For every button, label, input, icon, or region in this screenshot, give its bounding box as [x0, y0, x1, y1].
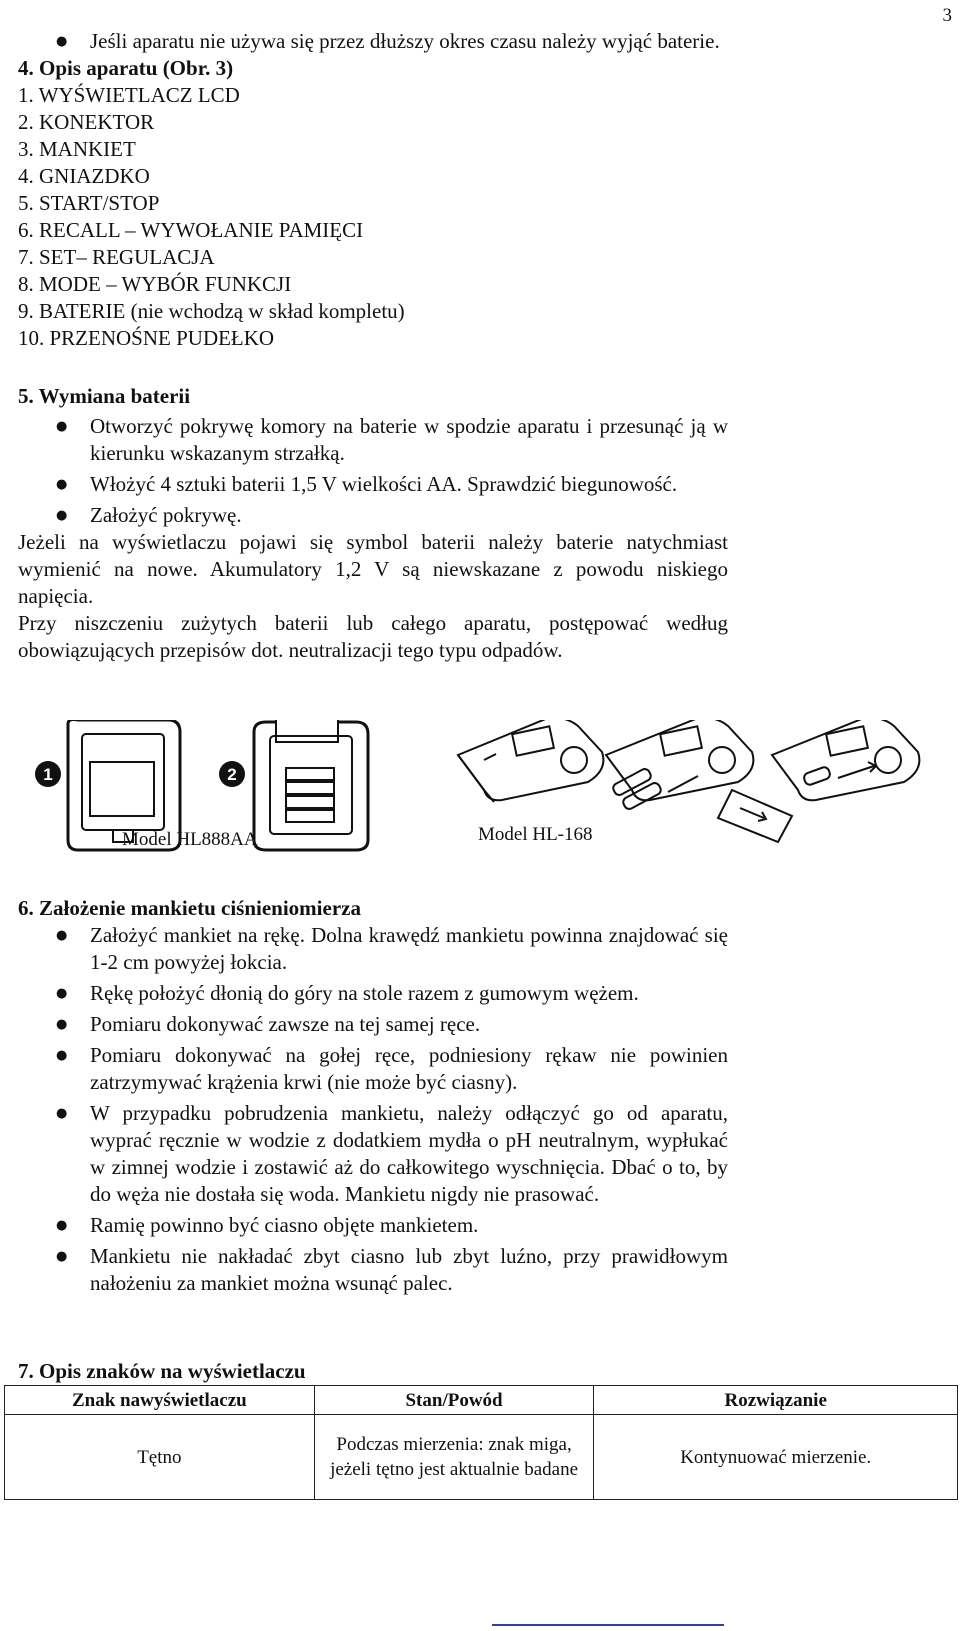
list-item: 2. KONEKTOR — [18, 110, 155, 134]
list-item: ● Mankietu nie nakładać zbyt ciasno lub zbyt luźno, przy prawidłowym nałożeniu za mankiet można wsunąć palec. — [18, 1243, 728, 1297]
section-6-heading: 6. Założenie mankietu ciśnieniomierza — [18, 896, 361, 920]
step-1-badge — [35, 761, 61, 787]
section-4-heading: 4. Opis aparatu (Obr. 3) — [18, 56, 234, 80]
table-cell: Podczas mierzenia: znak miga, jeżeli tętno jest aktualnie badane — [314, 1415, 594, 1500]
step-2-badge — [219, 761, 245, 787]
table-header-row — [5, 1386, 958, 1415]
intro-bullet: ● Jeśli aparatu nie używa się przez dłuższy okres czasu należy wyjąć baterie. — [18, 28, 838, 55]
device-hl168-inserted — [772, 720, 919, 800]
list-item: ● Ramię powinno być ciasno objęte mankietem. — [18, 1212, 728, 1239]
section-5 — [18, 383, 728, 664]
table-cell: Tętno — [5, 1415, 315, 1500]
list-item: 3. MANKIET — [18, 137, 136, 161]
table-header: Znak nawyświetlaczu — [5, 1386, 315, 1415]
device-back-open — [254, 720, 368, 850]
step-2-label: 2 — [227, 765, 237, 784]
device-hl168-closed — [458, 720, 603, 802]
paragraph: Przy niszczeniu zużytych baterii lub całego aparatu, postępować według obowiązujących przepisów dot. neutralizacji tego typu odpadów. — [18, 611, 728, 662]
footer-rule — [492, 1624, 724, 1626]
section-7-heading: 7. Opis znaków na wyświetlaczu — [18, 1359, 306, 1383]
intro-section — [18, 28, 838, 55]
caption-left: Model HL888AA — [122, 829, 258, 850]
table-cell: Kontynuować mierzenie. — [594, 1415, 958, 1500]
list-item: ● Otworzyć pokrywę komory na baterie w spodzie aparatu i przesunąć ją w kierunku wskazanym strzałką. — [18, 413, 728, 467]
list-item: ● Włożyć 4 sztuki baterii 1,5 V wielkości AA. Sprawdzić biegunowość. — [18, 471, 728, 498]
list-item: 7. SET– REGULACJA — [18, 245, 215, 269]
list-item: 6. RECALL – WYWOŁANIE PAMIĘCI — [18, 218, 364, 242]
list-item: 5. START/STOP — [18, 191, 160, 215]
battery-figures — [18, 720, 938, 895]
section-6 — [18, 895, 728, 1297]
list-item: ● Pomiaru dokonywać zawsze na tej samej ręce. — [18, 1011, 728, 1038]
list-item: 8. MODE – WYBÓR FUNKCJI — [18, 272, 292, 296]
list-item: 10. PRZENOŚNE PUDEŁKO — [18, 326, 275, 350]
list-item: ● Założyć pokrywę. — [18, 502, 728, 529]
section-4 — [18, 55, 728, 352]
list-item: 1. WYŚWIETLACZ LCD — [18, 83, 240, 107]
table-header: Stan/Powód — [314, 1386, 594, 1415]
list-item: 9. BATERIE (nie wchodzą w skład kompletu) — [18, 299, 405, 323]
page-number: 3 — [942, 5, 952, 26]
table-row — [5, 1415, 958, 1500]
list-item: 4. GNIAZDKO — [18, 164, 150, 188]
list-item: ● Rękę położyć dłonią do góry na stole razem z gumowym wężem. — [18, 980, 728, 1007]
list-item: ● W przypadku pobrudzenia mankietu, należy odłączyć go od aparatu, wyprać ręcznie w wodzie z dodatkiem mydła o pH neutralnym, wypłukać w zimnej wodzie i zostawić aż do całkowitego wyschnięcia. Dbać o to, by do węża nie dostała się woda. Mankietu nigdy nie prasować. — [18, 1100, 728, 1208]
battery-illustration — [18, 720, 938, 895]
section-7 — [18, 1358, 728, 1385]
display-symbols-table — [4, 1385, 958, 1500]
table-header: Rozwiązanie — [594, 1386, 958, 1415]
paragraph: Jeżeli na wyświetlaczu pojawi się symbol baterii należy baterie natychmiast wymienić na nowe. Akumulatory 1,2 V są niewskazane z powodu niskiego napięcia. — [18, 530, 728, 608]
list-item: ● Założyć mankiet na rękę. Dolna krawędź mankietu powinna znajdować się 1-2 cm powyżej łokcia. — [18, 922, 728, 976]
list-item: ● Pomiaru dokonywać na gołej ręce, podniesiony rękaw nie powinien zatrzymywać krążenia krwi (nie może być ciasny). — [18, 1042, 728, 1096]
section-5-heading: 5. Wymiana baterii — [18, 384, 191, 408]
device-hl168-open — [606, 720, 792, 842]
caption-right: Model HL-168 — [478, 824, 593, 845]
step-1-label: 1 — [43, 765, 53, 784]
